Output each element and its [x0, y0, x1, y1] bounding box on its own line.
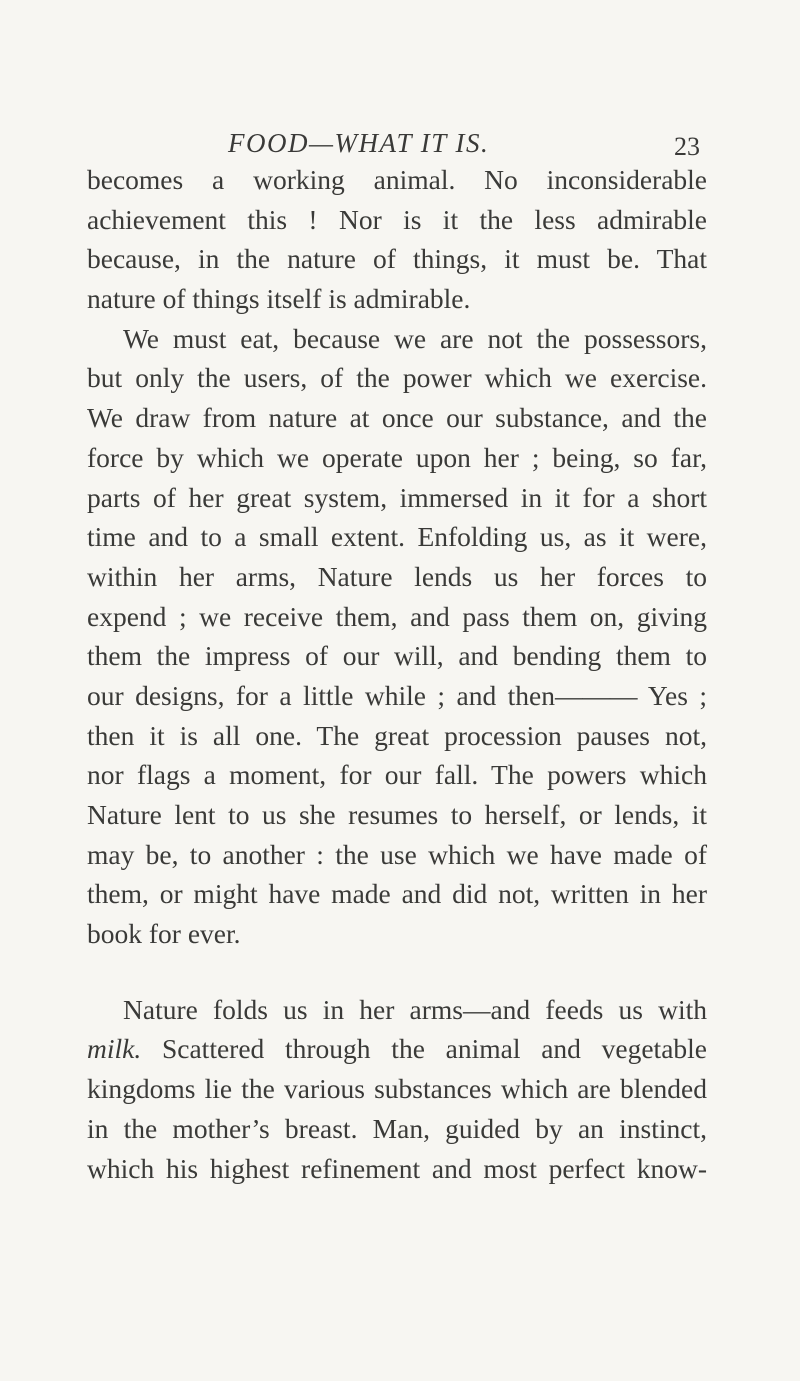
paragraph-gap: [87, 954, 707, 990]
text-line: becomes a working animal. No inconsiderable: [87, 164, 707, 195]
text-line: Nature folds us in her arms—and feeds us with: [123, 993, 707, 1025]
text-line: Nature lent to us she resumes to herself, or lends, it: [87, 799, 707, 830]
text-line: nature of things itself is admirable.: [87, 283, 471, 315]
text-line: our designs, for a little while ; and then——— Yes ;: [87, 679, 707, 711]
text-line: then it is all one. The great procession pauses not,: [87, 719, 707, 751]
running-title: FOOD—WHAT IT IS.: [228, 128, 490, 158]
text-line: in the mother’s breast. Man, guided by an instinct,: [87, 1112, 707, 1144]
text-line-mixed: [87, 1029, 707, 1069]
text-line: time and to a small extent. Enfolding us, as it were,: [87, 521, 707, 553]
text-line: book for ever.: [87, 918, 241, 950]
text-line: because, in the nature of things, it must be. That: [87, 243, 707, 275]
text-line: kingdoms lie the various substances which are blended: [87, 1073, 707, 1105]
text-line: force by which we operate upon her ; being, so far,: [87, 441, 707, 473]
text-line: may be, to another : the use which we have made of: [87, 838, 707, 870]
text-line: within her arms, Nature lends us her forces to: [87, 560, 707, 592]
body-text: [87, 160, 707, 1188]
text-line: them, or might have made and did not, written in her: [87, 878, 707, 910]
text-line: parts of her great system, immersed in it for a short: [87, 481, 707, 513]
text-line: achievement this ! Nor is it the less admirable: [87, 203, 707, 235]
text-line: nor flags a moment, for our fall. The powers which: [87, 759, 707, 791]
text-line: We draw from nature at once our substance, and the: [87, 402, 707, 434]
text-line: We must eat, because we are not the possessors,: [123, 322, 707, 354]
text-line: which his highest refinement and most perfect know-: [87, 1152, 707, 1184]
text-line: them the impress of our will, and bending them to: [87, 640, 707, 672]
page-number: 23: [674, 132, 700, 161]
italic-word: milk.: [87, 1033, 142, 1065]
text-line: but only the users, of the power which we exercise.: [87, 362, 707, 394]
text-line: expend ; we receive them, and pass them on, giving: [87, 600, 707, 632]
text-line-rest: Scattered through the animal and vegetable: [141, 1033, 707, 1065]
